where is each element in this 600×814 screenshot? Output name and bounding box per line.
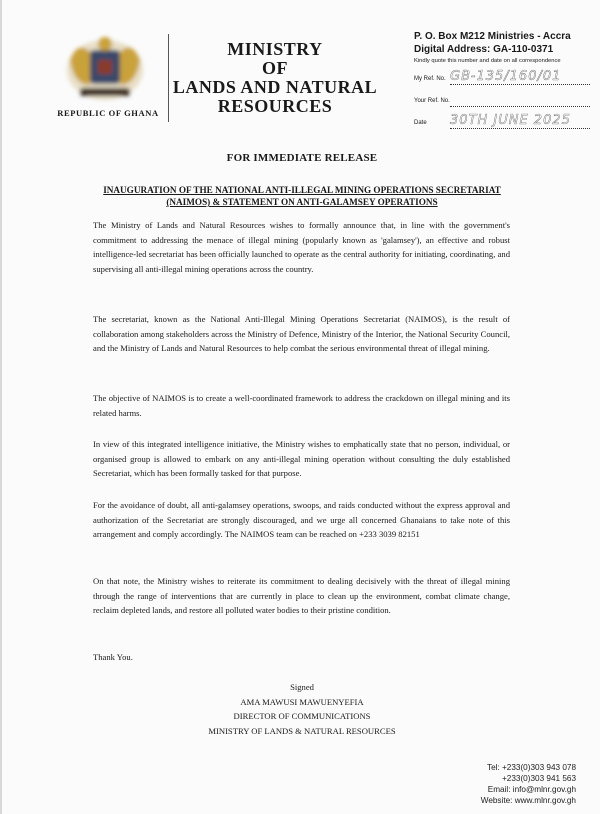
footer-email: Email: info@mlnr.gov.gh	[487, 785, 576, 794]
release-label: FOR IMMEDIATE RELEASE	[226, 152, 378, 164]
body-paragraph: The secretariat, known as the National Anti-Illegal Mining Operations Secretariat (NAIMOS), is the result of collaboration among stakeholders across the Ministry of Defence, Ministry of the Interior, the National Security Council, and the Ministry of Lands and Natural Resources to help combat the serious environmental threat of illegal mining.	[93, 314, 510, 353]
ministry-name-line: OF	[262, 58, 288, 78]
headline: INAUGURATION OF THE NATIONAL ANTI-ILLEGAL MINING OPERATIONS SECRETARIAT (NAIMOS) & STATEMENT ON ANTI-GALAMSEY OPERATIONS	[103, 185, 501, 207]
my-ref-row	[414, 64, 594, 86]
your-ref-label: Your Ref. No.	[414, 98, 450, 104]
signatory-title: DIRECTOR OF COMMUNICATIONS	[233, 711, 371, 721]
body-paragraph: The Ministry of Lands and Natural Resources wishes to formally announce that, in line with the government's commitment to addressing the menace of illegal mining (popularly known as 'galamsey'), an effective and robust intelligence-led secretariat has been officially launched to operate as the central authority for initiating, coordinating, and supervising all anti-illegal mining operations across the country.	[93, 220, 510, 274]
your-ref-row	[414, 86, 594, 108]
body-paragraph: On that note, the Ministry wishes to reiterate its commitment to dealing decisively with the threat of illegal mining through the range of interventions that are currently in place to clean up the environment, combat climate change, reclaim depleted lands, and restore all polluted water bodies to their pristine condition.	[93, 576, 510, 615]
coat-of-arms-icon	[60, 30, 150, 105]
footer-tel: +233(0)303 941 563	[502, 774, 576, 783]
digital-address: Digital Address: GA-110-0371	[414, 44, 554, 55]
footer-tel: Tel: +233(0)303 943 078	[487, 763, 576, 772]
footer-contact	[432, 762, 576, 806]
signature-block	[152, 680, 452, 738]
ministry-name-line: RESOURCES	[217, 96, 333, 116]
signatory-name: AMA MAWUSI MAWUENYEFIA	[240, 696, 364, 707]
country-label: REPUBLIC OF GHANA	[57, 108, 159, 118]
closing: Thank You.	[93, 652, 133, 662]
my-ref-label: My Ref. No.	[414, 76, 446, 82]
body-paragraph: In view of this integrated intelligence initiative, the Ministry wishes to emphatically state that no person, individual, or organised group is allowed to embark on any anti-illegal mining operation without consulting the duly established Secretariat, which has been formally tasked for that purpose.	[93, 439, 510, 478]
ministry-name	[170, 40, 380, 116]
body-paragraph: The objective of NAIMOS is to create a well-coordinated framework to address the crackdown on illegal mining and its related harms.	[93, 393, 510, 418]
your-ref-value	[450, 106, 590, 107]
ministry-name-line: LANDS AND NATURAL	[172, 77, 378, 97]
ministry-name-line: MINISTRY	[227, 39, 323, 59]
date-value: 30TH JUNE 2025	[450, 113, 590, 129]
signatory-organization: MINISTRY OF LANDS & NATURAL RESOURCES	[208, 725, 396, 736]
letterhead-contact	[414, 30, 594, 130]
footer-website: Website: www.mlnr.gov.gh	[480, 796, 576, 805]
my-ref-value: GB-135/160/01	[450, 69, 590, 85]
date-row	[414, 108, 594, 130]
quote-note: Kindly quote this number and date on all correspondence	[414, 58, 561, 64]
po-box: P. O. Box M212 Ministries - Accra	[414, 31, 571, 42]
header-divider	[168, 34, 169, 122]
signed-label: Signed	[290, 682, 314, 692]
body-paragraph: For the avoidance of doubt, all anti-galamsey operations, swoops, and raids conducted without the express approval and authorization of the Secretariat are strongly discouraged, and we urge all concerned Ghanaians to take note of this arrangement and comply accordingly. The NAIMOS team can be reached on +233 3039 82151	[93, 500, 510, 539]
date-label: Date	[414, 120, 427, 126]
